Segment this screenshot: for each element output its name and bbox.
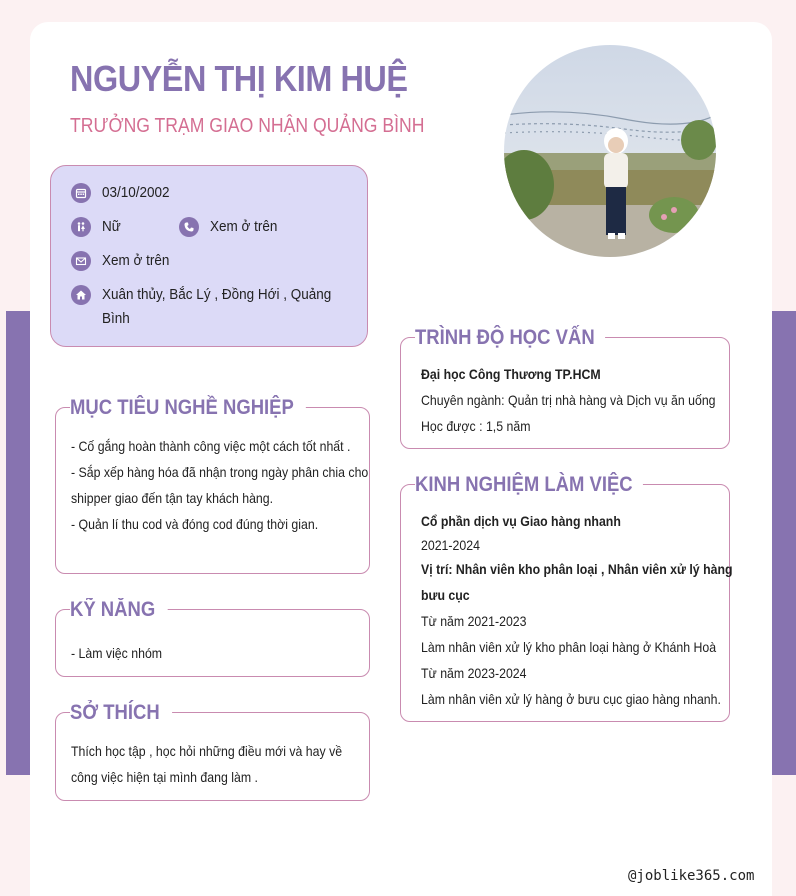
experience-company: Cổ phần dịch vụ Giao hàng nhanh: [421, 513, 621, 529]
education-duration: Học được : 1,5 năm: [421, 418, 531, 434]
experience-text: [421, 508, 733, 712]
experience-line: Làm nhân viên xử lý hàng ở bưu cục giao hàng nhanh.: [421, 691, 721, 707]
home-icon: [71, 285, 91, 305]
objective-line: - Cố gắng hoàn thành công việc một cách tốt nhất .: [71, 438, 351, 454]
profile-photo: [504, 45, 716, 257]
objective-line: shipper giao đến tận tay khách hàng.: [71, 490, 274, 506]
objective-line: - Quản lí thu cod và đóng cod đúng thời gian.: [71, 516, 319, 532]
email-row: [71, 249, 177, 273]
education-heading: TRÌNH ĐỘ HỌC VẤN: [415, 326, 605, 350]
address-text: [102, 283, 331, 331]
experience-position-cont: bưu cục: [421, 587, 470, 603]
email-text: Xem ở trên: [102, 252, 170, 269]
birthday-row: [71, 181, 177, 205]
hobbies-heading: SỞ THÍCH: [70, 701, 172, 725]
skills-heading: KỸ NĂNG: [70, 598, 168, 622]
address-line-1: Xuân thủy, Bắc Lý , Đồng Hới , Quảng: [102, 286, 332, 303]
experience-line: Làm nhân viên xử lý kho phân loại hàng ở Khánh Hoà: [421, 639, 717, 655]
education-text: [421, 361, 716, 439]
calendar-icon: [71, 183, 91, 203]
objective-line: - Sắp xếp hàng hóa đã nhận trong ngày phân chia cho: [71, 464, 369, 480]
experience-period: 2021-2024: [421, 537, 480, 553]
watermark: @joblike365.com: [628, 868, 755, 884]
job-title: TRƯỞNG TRẠM GIAO NHẬN QUẢNG BÌNH: [70, 115, 425, 137]
experience-line: Từ năm 2021-2023: [421, 613, 527, 629]
experience-line: Từ năm 2023-2024: [421, 665, 527, 681]
candidate-name: NGUYỄN THỊ KIM HUỆ: [70, 58, 408, 99]
birthday-text: 03/10/2002: [102, 184, 170, 201]
address-line-2: Bình: [102, 310, 130, 327]
right-side-band: [772, 311, 796, 775]
experience-position: Vị trí: Nhân viên kho phân loại , Nhân viên xử lý hàng: [421, 561, 733, 577]
hobby-line: công việc hiện tại mình đang làm .: [71, 769, 258, 785]
phone-text: Xem ở trên: [210, 218, 278, 235]
hobbies-text: [71, 738, 342, 790]
experience-heading: KINH NGHIỆM LÀM VIỆC: [415, 473, 643, 497]
phone-icon: [179, 217, 199, 237]
objective-text: [71, 433, 368, 537]
phone-row: [179, 215, 285, 239]
gender-icon: [71, 217, 91, 237]
gender-text: Nữ: [102, 218, 121, 235]
mail-icon: [71, 251, 91, 271]
education-school: Đại học Công Thương TP.HCM: [421, 366, 601, 382]
education-major: Chuyên ngành: Quản trị nhà hàng và Dịch vụ ăn uống: [421, 392, 716, 408]
skill-line: - Làm việc nhóm: [71, 645, 163, 661]
left-side-band: [6, 311, 30, 775]
skills-text: [71, 640, 162, 666]
hobby-line: Thích học tập , học hỏi những điều mới và hay về: [71, 743, 343, 759]
gender-row: [71, 215, 123, 239]
address-row: [71, 283, 357, 331]
objective-heading: MỤC TIÊU NGHỀ NGHIỆP: [70, 396, 306, 420]
